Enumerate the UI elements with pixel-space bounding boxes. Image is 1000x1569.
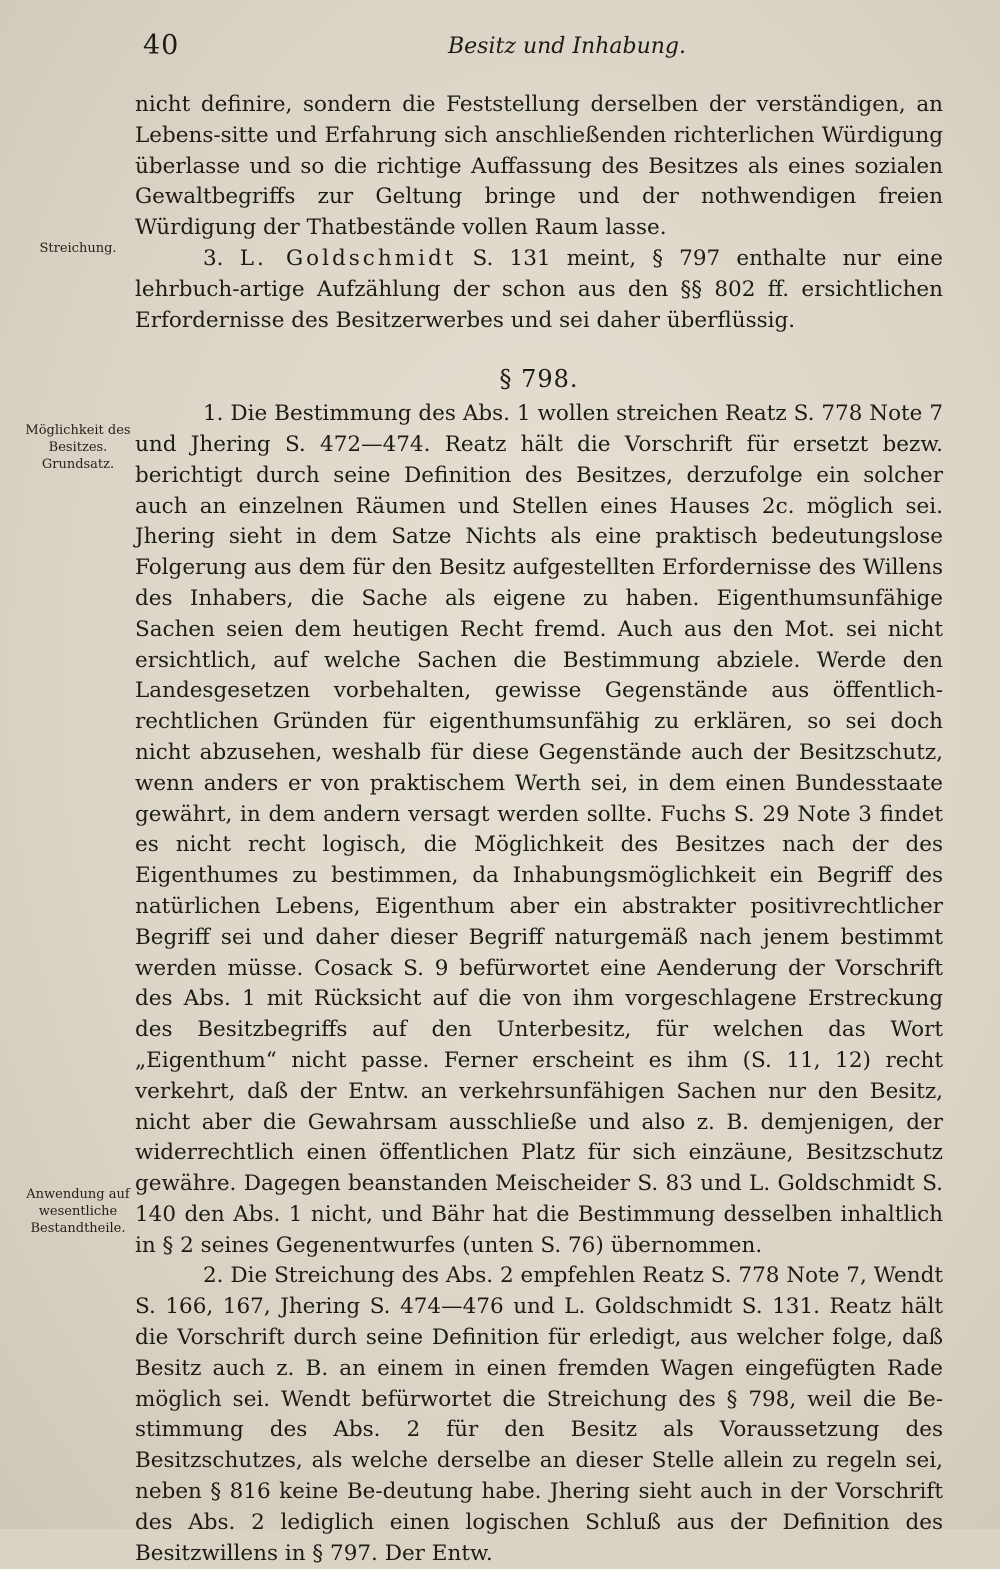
author-name: L. Goldschmidt	[239, 245, 457, 271]
paragraph-continuation: nicht definire, sondern die Feststellung derselben der verständigen, an Lebens-sitte und Erfahrung sich anschließenden richterlichen Würdigung überlasse und so die richtige Auffassung des Besitzes als eines sozialen Gewaltbegriffs zur Geltung bringe und der nothwendigen freien Würdigung der Thatbestände vollen Raum lasse.	[135, 92, 943, 241]
item-number: 3.	[203, 245, 224, 271]
page-number: 40	[143, 30, 180, 61]
page-header	[143, 30, 943, 70]
margin-note-streichung: Streichung.	[39, 241, 117, 256]
section-heading: § 798.	[499, 365, 579, 394]
margin-note-moeglichkeit: Möglichkeit des Besitzes. Grundsatz.	[25, 423, 131, 472]
paragraph-goldschmidt	[135, 244, 943, 336]
margin-note-anwendung: Anwendung auf wesentliche Bestandtheile.	[26, 1187, 130, 1236]
running-head: Besitz und Inhabung.	[448, 34, 686, 59]
paragraph-point-1: 1. Die Bestimmung des Abs. 1 wollen streichen Reatz S. 778 Note 7 und Jhering S. 472—474. Reatz hält die Vorschrift für ersetzt bezw. berichtigt durch seine Definition des Besitzes, derzufolge ein solcher auch an einzelnen Räumen und Stellen eines Hauses 2c. möglich sei. Jhering sieht in dem Satze Nichts als eine praktisch bedeutungslose Folgerung aus dem für den Besitz aufgestellten Erfordernisse des Willens des Inhabers, die Sache als eigene zu haben. Eigenthumsunfähige Sachen seien dem heutigen Recht fremd. Auch aus den Mot. sei nicht ersichtlich, auf welche Sachen die Bestimmung abziele. Werde den Landesgesetzen vorbehalten, gewisse Gegenstände aus öffentlich-rechtlichen Gründen für eigenthumsunfähig zu erklären, so sei doch nicht abzusehen, weshalb für diese Gegenstände auch der Besitzschutz, wenn anders er von praktischem Werth sei, in dem einen Bundesstaate gewährt, in dem andern versagt werden sollte. Fuchs S. 29 Note 3 findet es nicht recht logisch, die Möglichkeit des Besitzes nach der des Eigenthumes zu bestimmen, da Inhabungsmöglichkeit ein Begriff des natürlichen Lebens, Eigenthum aber ein abstrakter positivrechtlicher Begriff sei und daher dieser Begriff naturgemäß nach jenem bestimmt werden müsse. Cosack S. 9 befürwortet eine Aenderung der Vorschrift des Abs. 1 mit Rücksicht auf die von ihm vorgeschlagene Erstreckung des Besitzbegriffs auf den Unterbesitz, für welchen das Wort „Eigenthum“ nicht passe. Ferner erscheint es ihm (S. 11, 12) recht verkehrt, daß der Entw. an verkehrsunfähigen Sachen nur den Besitz, nicht aber die Gewahrsam ausschließe und also z. B. demjenigen, der widerrechtlich einen öffentlichen Platz für sich einzäune, Besitzschutz gewähre. Dagegen beanstanden Meischeider S. 83 und L. Goldschmidt S. 140 den Abs. 1 nicht, und Bähr hat die Bestimmung desselben inhaltlich in § 2 seines Gegenentwurfes (unten S. 76) übernommen.	[135, 401, 943, 1258]
body-text	[135, 90, 943, 1569]
paragraph-text: S. 131 meint, § 797 enthalte nur eine lehrbuch-artige Aufzählung der schon aus den §§ 802 ff. ersichtlichen Erfordernisse des Besitzerwerbes und sei daher überflüssig.	[135, 245, 943, 333]
paragraph-point-2: 2. Die Streichung des Abs. 2 empfehlen Reatz S. 778 Note 7, Wendt S. 166, 167, Jhering S. 474—476 und L. Goldschmidt S. 131. Reatz hält die Vorschrift durch seine Definition für erledigt, aus welcher folge, daß Besitz auch z. B. an einem in einen fremden Wagen eingefügten Rade möglich sei. Wendt befürwortet die Streichung des § 798, weil die Be-stimmung des Abs. 2 für den Besitz als Voraussetzung des Besitzschutzes, als welche derselbe an dieser Stelle allein zu regeln sei, neben § 816 keine Be-deutung habe. Jhering sieht auch in der Vorschrift des Abs. 2 lediglich einen logischen Schluß aus der Definition des Besitzwillens in § 797. Der Entw.	[135, 1263, 943, 1566]
